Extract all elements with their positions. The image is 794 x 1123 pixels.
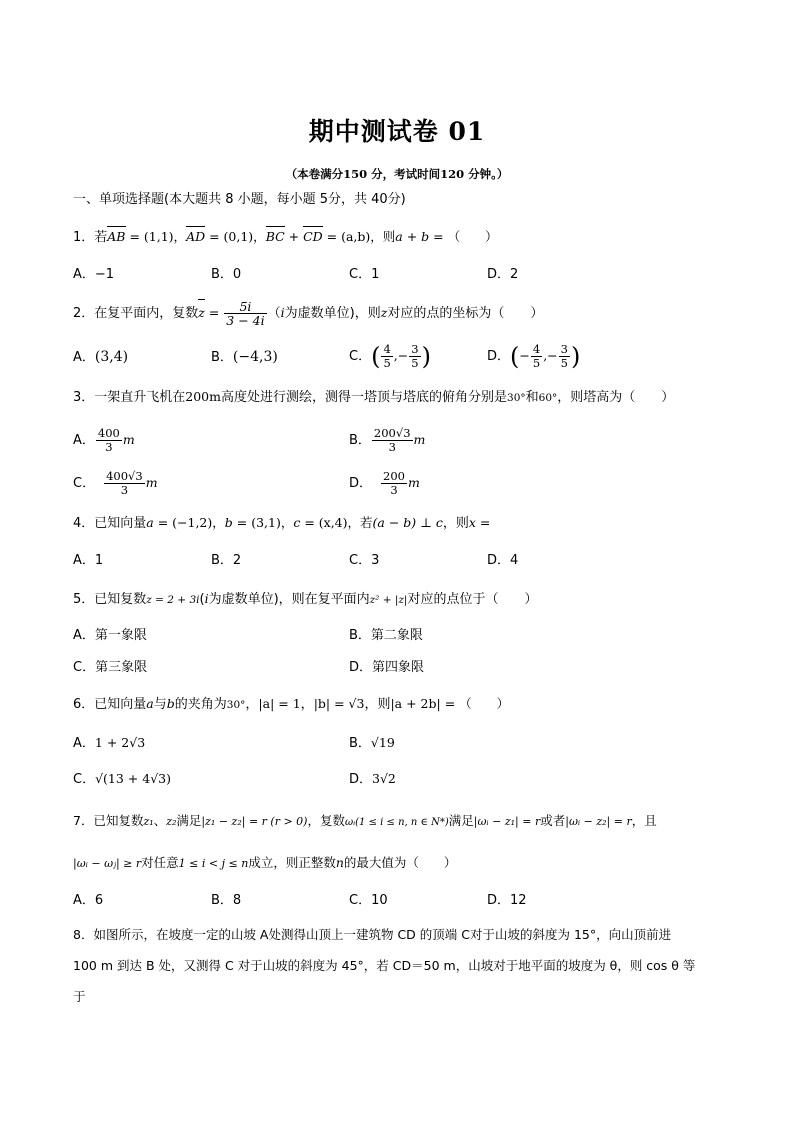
q1-option-d: D．2 [487, 267, 519, 282]
q2-option-b: B．(−4,3) [211, 349, 278, 365]
vector-ab: AB [107, 227, 125, 247]
q7-option-d: D．12 [487, 893, 527, 908]
question-8-line-1: 8．如图所示，在坡度一定的山坡 A处测得山顶上一建筑物 CD 的顶端 C对于山坡的斜度为 15°，向山顶前进 [73, 927, 672, 942]
q1-option-c: C．1 [349, 267, 380, 282]
q5-option-c: C．第三象限 [73, 660, 148, 675]
question-6: 6．已知向量a与b的夹角为30°，|a| = 1，|b| = √3，则|a + 2b| = （ ） [73, 696, 510, 712]
question-1: 1．若AB = (1,1)，AD = (0,1)，BC + CD = (a,b)，则a + b = （ ） [73, 229, 498, 245]
vector-ad: AD [186, 227, 205, 247]
q2-option-c: C．( $\frac{4}{5}$ ,− $\frac{3}{5}$ ) [349, 342, 431, 371]
q2-fraction: $\frac{5i}{3 - 4i}$ [226, 299, 265, 328]
question-4: 4．已知向量a = (−1,2)，b = (3,1)，c = (x,4)，若(a − b) ⊥ c，则x = [73, 515, 491, 531]
page-subtitle: （本卷满分150 分，考试时间120 分钟。） [285, 167, 509, 181]
question-5: 5．已知复数z = 2 + 3i(i为虚数单位)，则在复平面内z² + |z|对应的点位于（ ） [73, 591, 538, 607]
q6-option-a: A．1 + 2√3 [73, 735, 146, 751]
question-8-line-2: 100 m 到达 B 处，又测得 C 对于山坡的斜度为 45°，若 CD＝50 m，山坡对于地平面的坡度为 θ，则 cos θ 等 [73, 958, 696, 973]
vector-bc: BC [266, 227, 285, 247]
q5-option-a: A．第一象限 [73, 628, 147, 643]
question-3: 3．一架直升飞机在200m高度处进行测绘，测得一塔顶与塔底的俯角分别是30°和60°，则塔高为（ ） [73, 389, 675, 405]
q3-option-b: B． $\frac{200√3}{3}$ m [349, 426, 426, 454]
q5-option-d: D．第四象限 [349, 660, 425, 675]
q1-option-b: B．0 [211, 267, 242, 282]
q7-option-a: A．6 [73, 893, 104, 908]
q3-option-c: C． $\frac{400√3}{3}$ m [73, 469, 158, 497]
question-8-line-3: 于 [73, 989, 86, 1004]
q6-option-c: C．√(13 + 4√3) [73, 771, 171, 787]
q7-option-b: B．8 [211, 893, 242, 908]
q4-option-d: D．4 [487, 553, 519, 568]
page-title: 期中测试卷 01 [308, 117, 486, 146]
q1-option-a: A．−1 [73, 267, 115, 282]
question-7-line-1: 7．已知复数z₁、z₂满足|z₁ − z₂| = r (r > 0)，复数ωᵢ(1 ≤ i ≤ n, n ∈ N*)满足|ωᵢ − z₁| = r或者|ωᵢ − z₂| = r，且 [73, 813, 657, 828]
q2-option-a: A．(3,4) [73, 349, 129, 365]
q3-option-d: D． $\frac{200}{3}$ m [349, 469, 420, 497]
question-2: 2．在复平面内，复数z = $\frac{5i}{3 - 4i}$ （i为虚数单位)，则z对应的点的坐标为（ ） [73, 299, 544, 328]
question-7-line-2: |ωᵢ − ωⱼ| ≥ r对任意1 ≤ i < j ≤ n成立，则正整数n的最大值为（ ） [73, 855, 457, 870]
q4-option-a: A．1 [73, 553, 104, 568]
q4-option-b: B．2 [211, 553, 242, 568]
q7-option-c: C．10 [349, 893, 388, 908]
q5-option-b: B．第二象限 [349, 628, 423, 643]
q6-option-b: B．√19 [349, 735, 395, 751]
q6-option-d: D．3√2 [349, 771, 396, 787]
q4-option-c: C．3 [349, 553, 380, 568]
vector-cd: CD [303, 227, 323, 247]
q2-option-d: D．(− $\frac{4}{5}$ ,− $\frac{3}{5}$ ) [487, 342, 581, 371]
section-heading: 一、单项选择题(本大题共 8 小题，每小题 5分，共 40分) [73, 192, 406, 207]
q3-option-a: A． $\frac{400}{3}$ m [73, 426, 135, 454]
